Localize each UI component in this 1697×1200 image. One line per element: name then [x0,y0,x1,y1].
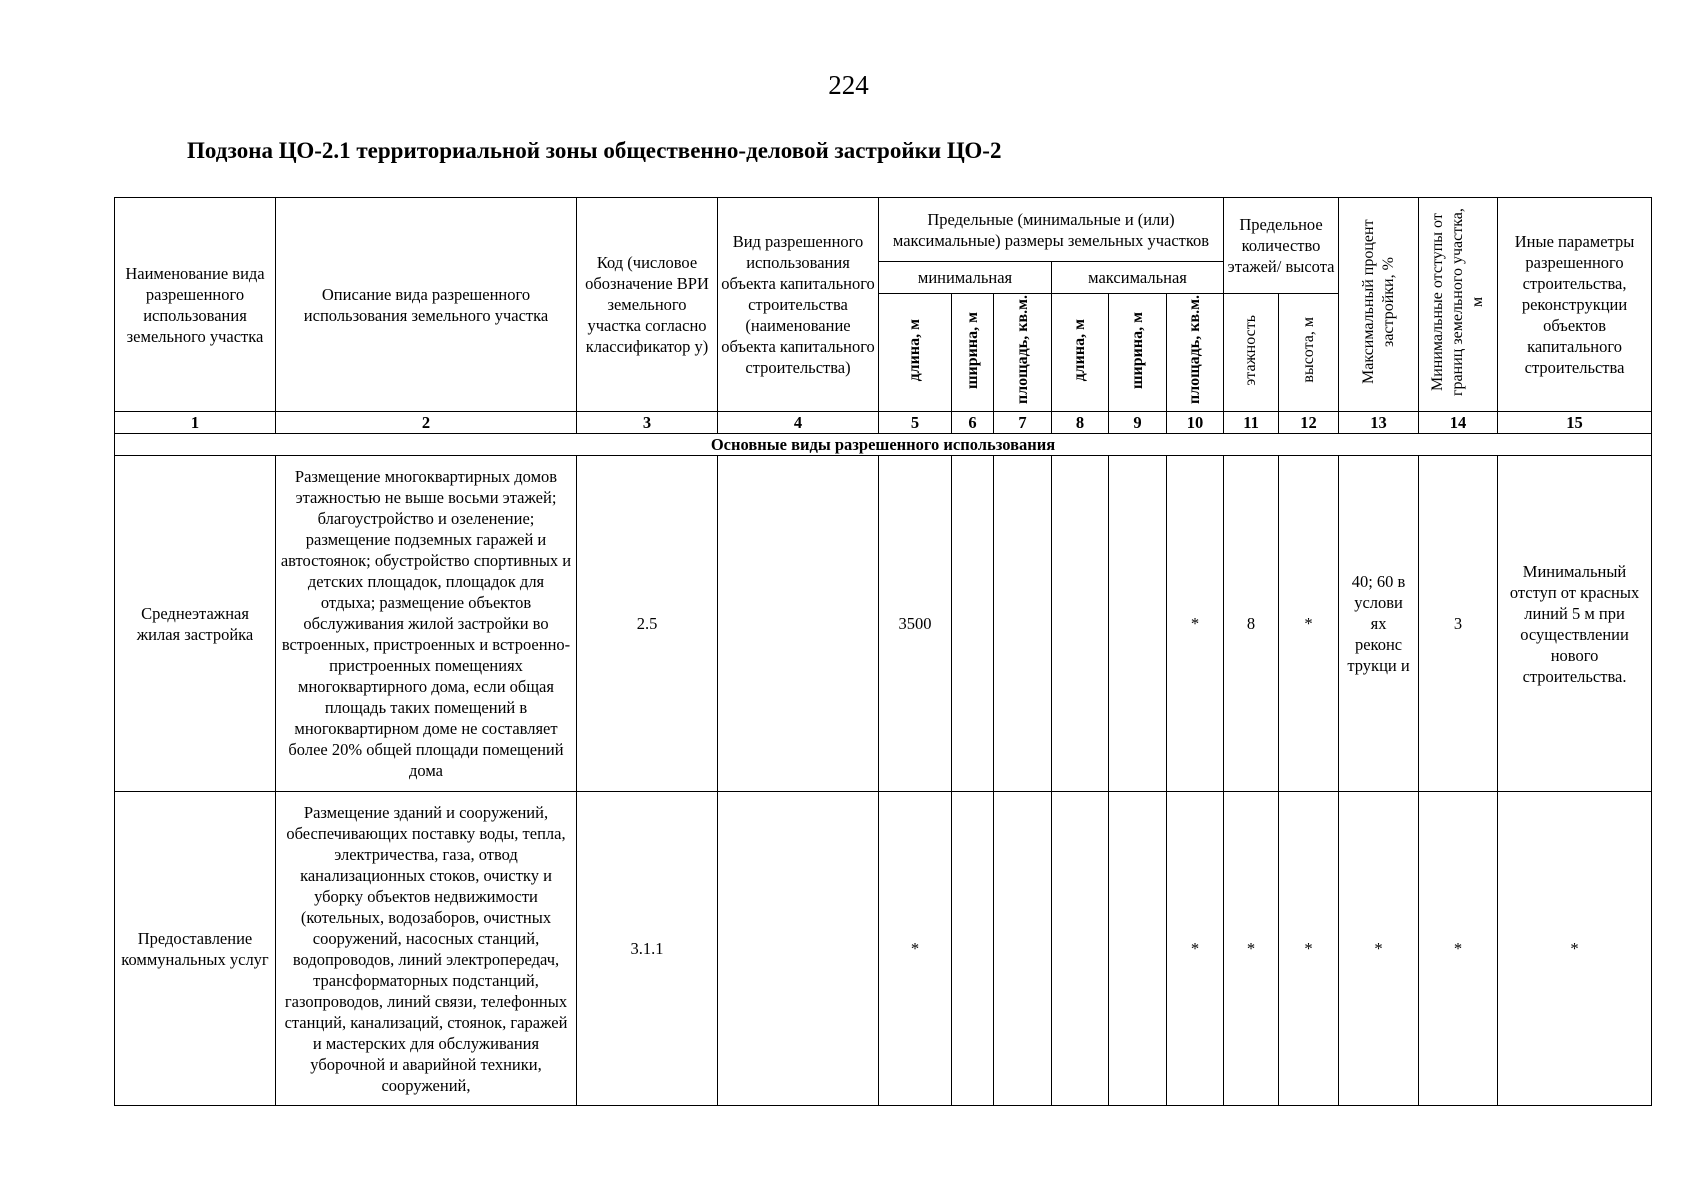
column-number: 12 [1279,412,1339,434]
row-min-area [994,792,1052,1106]
row-max-percent: 40; 60 в услови ях реконс трукци и [1339,456,1419,792]
header-minimal: минимальная [879,262,1052,294]
column-number: 3 [577,412,718,434]
row-max-length [1052,456,1109,792]
header-min-setback-label: Минимальные отступы от границ земельного участка, м [1429,208,1487,396]
header-min-setback [1419,198,1498,412]
row-floors: 8 [1224,456,1279,792]
column-number: 11 [1224,412,1279,434]
row-object-type [718,456,879,792]
row-max-area: * [1167,456,1224,792]
header-max-percent [1339,198,1419,412]
row-min-area [994,456,1052,792]
header-max-length [1052,294,1109,412]
row-description: Размещение многоквартирных домов этажностью не выше восьми этажей; благоустройство и озеленение; размещение подземных гаражей и автостоянок; обустройство спортивных и детских площадок, площадок для отдыха; размещение объектов обслуживания жилой застройки во встроенных, пристроенных и встроенно-пристроенных помещениях многоквартирного дома, если общая площадь таких помещений в многоквартирном доме не составляет более 20% общей площади помещений дома [276,456,577,792]
row-name: Предоставление коммунальных услуг [115,792,276,1106]
column-number: 13 [1339,412,1419,434]
header-floors-label: этажность [1242,314,1260,386]
row-max-width [1109,792,1167,1106]
header-floors [1224,294,1279,412]
header-max-area-label: площадь, кв.м. [1186,295,1204,405]
header-name: Наименование вида разрешенного использования земельного участка [115,198,276,412]
header-max-width-label: ширина, м [1128,311,1146,389]
header-max-length-label: длина, м [1071,318,1088,382]
row-max-width [1109,456,1167,792]
row-object-type [718,792,879,1106]
header-max-percent-label: Максимальный процент застройки, % [1359,219,1397,385]
row-min-width [952,456,994,792]
header-min-width [952,294,994,412]
header-height-label: высота, м [1299,317,1317,383]
header-plot-sizes: Предельные (минимальные и (или) максимальные) размеры земельных участков [879,198,1224,262]
row-code: 3.1.1 [577,792,718,1106]
row-floors: * [1224,792,1279,1106]
row-other: Минимальный отступ от красных линий 5 м при осуществлении нового строительства. [1498,456,1652,792]
row-name: Среднеэтажная жилая застройка [115,456,276,792]
table-row [115,792,1652,1106]
table-row [115,456,1652,792]
header-row-1 [115,198,1652,262]
header-object-type: Вид разрешенного использования объекта капитального строительства (наименование объекта капитального строительства) [718,198,879,412]
header-maximal: максимальная [1052,262,1224,294]
column-number: 9 [1109,412,1167,434]
regulations-table [114,197,1652,1106]
row-code: 2.5 [577,456,718,792]
column-number: 2 [276,412,577,434]
header-min-area-label: площадь, кв.м. [1013,295,1031,405]
column-number: 15 [1498,412,1652,434]
row-min-setback: 3 [1419,456,1498,792]
row-max-percent: * [1339,792,1419,1106]
row-height: * [1279,456,1339,792]
row-min-width [952,792,994,1106]
column-numbers-row [115,412,1652,434]
header-other-params: Иные параметры разрешенного строительства, реконструкции объектов капитального строительства [1498,198,1652,412]
column-number: 5 [879,412,952,434]
column-number: 6 [952,412,994,434]
row-other: * [1498,792,1652,1106]
row-max-length [1052,792,1109,1106]
header-min-length-label: длина, м [906,318,923,382]
header-min-area [994,294,1052,412]
header-max-area [1167,294,1224,412]
header-min-length [879,294,952,412]
row-min-length: 3500 [879,456,952,792]
column-number: 4 [718,412,879,434]
row-height: * [1279,792,1339,1106]
header-floors-group: Предельное количество этажей/ высота [1224,198,1339,294]
row-min-length: * [879,792,952,1106]
page-number: 224 [828,70,869,100]
section-row [115,434,1652,456]
row-description: Размещение зданий и сооружений, обеспечивающих поставку воды, тепла, электричества, газа, отвод канализационных стоков, очистку и уборку объектов недвижимости (котельных, водозаборов, очистных сооружений, насосных станций, водопроводов, линий электропередач, трансформаторных подстанций, газопроводов, линий связи, телефонных станций, канализаций, стоянок, гаражей и мастерских для обслуживания уборочной и аварийной техники, сооружений, [276,792,577,1106]
section-title: Основные виды разрешенного использования [115,434,1652,456]
column-number: 10 [1167,412,1224,434]
header-description: Описание вида разрешенного использования земельного участка [276,198,577,412]
zone-title: Подзона ЦО-2.1 территориальной зоны общественно-деловой застройки ЦО-2 [187,138,1002,163]
row-max-area: * [1167,792,1224,1106]
column-number: 14 [1419,412,1498,434]
column-number: 7 [994,412,1052,434]
header-code: Код (числовое обозначение ВРИ земельного участка согласно классификатор у) [577,198,718,412]
header-min-width-label: ширина, м [963,311,981,389]
header-height [1279,294,1339,412]
row-min-setback: * [1419,792,1498,1106]
column-number: 8 [1052,412,1109,434]
column-number: 1 [115,412,276,434]
header-max-width [1109,294,1167,412]
